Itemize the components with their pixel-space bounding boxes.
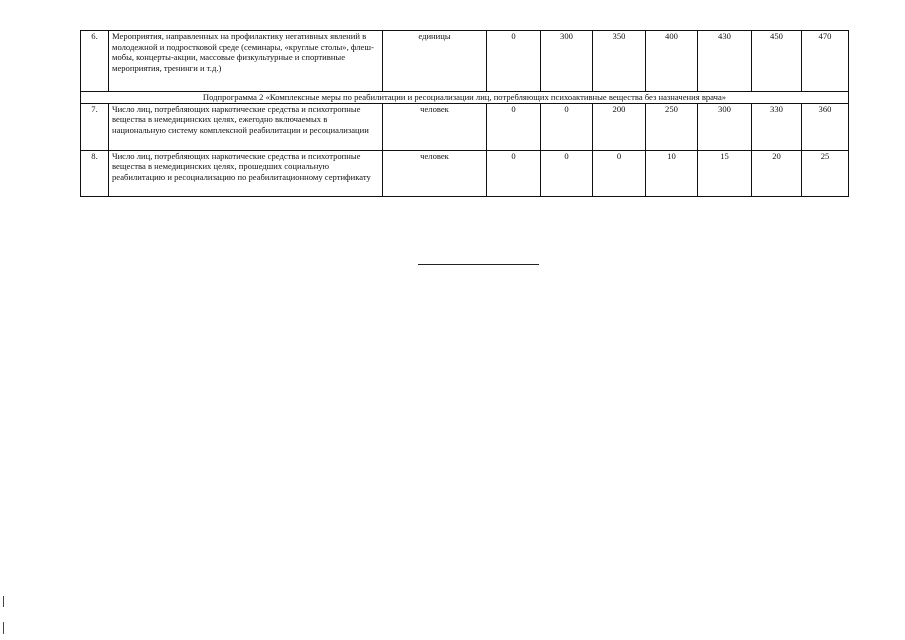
row-value: 0 bbox=[487, 150, 541, 196]
row-value: 0 bbox=[487, 103, 541, 150]
row-value: 430 bbox=[698, 31, 752, 92]
subprogram-row bbox=[81, 92, 849, 104]
table-row bbox=[81, 103, 849, 150]
row-unit: единицы bbox=[383, 31, 487, 92]
row-value: 0 bbox=[541, 150, 593, 196]
row-value: 250 bbox=[646, 103, 698, 150]
row-value: 300 bbox=[698, 103, 752, 150]
row-value: 10 bbox=[646, 150, 698, 196]
row-description: Мероприятия, направленных на профилактику негативных явлений в молодежной и подростковой среде (семинары, «круглые столы», флеш-мобы, концерты-акции, массовые физкультурные и спортивные мероприятия, тренинги и т.д.) bbox=[109, 31, 383, 92]
row-value: 350 bbox=[593, 31, 646, 92]
row-number: 8. bbox=[81, 150, 109, 196]
indicators-table bbox=[80, 30, 849, 197]
row-value: 0 bbox=[541, 103, 593, 150]
row-value: 300 bbox=[541, 31, 593, 92]
row-unit: человек bbox=[383, 150, 487, 196]
scan-edge-mark bbox=[3, 622, 4, 634]
table-row bbox=[81, 150, 849, 196]
row-value: 15 bbox=[698, 150, 752, 196]
scan-edge-mark bbox=[3, 596, 4, 607]
table-row bbox=[81, 31, 849, 92]
row-value: 25 bbox=[802, 150, 849, 196]
row-value: 200 bbox=[593, 103, 646, 150]
row-value: 0 bbox=[593, 150, 646, 196]
row-value: 0 bbox=[487, 31, 541, 92]
row-description: Число лиц, потребляющих наркотические средства и психотропные вещества в немедицинских целях, прошедших социальную реабилитацию и ресоциализацию по реабилитационному сертификату bbox=[109, 150, 383, 196]
row-number: 7. bbox=[81, 103, 109, 150]
row-value: 20 bbox=[752, 150, 802, 196]
row-number: 6. bbox=[81, 31, 109, 92]
row-value: 400 bbox=[646, 31, 698, 92]
subprogram-title: Подпрограмма 2 «Комплексные меры по реабилитации и ресоциализации лиц, потребляющих психоактивные вещества без назначения врача» bbox=[81, 92, 849, 104]
row-unit: человек bbox=[383, 103, 487, 150]
row-value: 330 bbox=[752, 103, 802, 150]
row-value: 450 bbox=[752, 31, 802, 92]
row-description: Число лиц, потребляющих наркотические средства и психотропные вещества в немедицинских целях, ежегодно включаемых в национальную систему комплексной реабилитации и ресоциализации bbox=[109, 103, 383, 150]
row-value: 470 bbox=[802, 31, 849, 92]
end-of-table-divider bbox=[418, 264, 539, 265]
row-value: 360 bbox=[802, 103, 849, 150]
